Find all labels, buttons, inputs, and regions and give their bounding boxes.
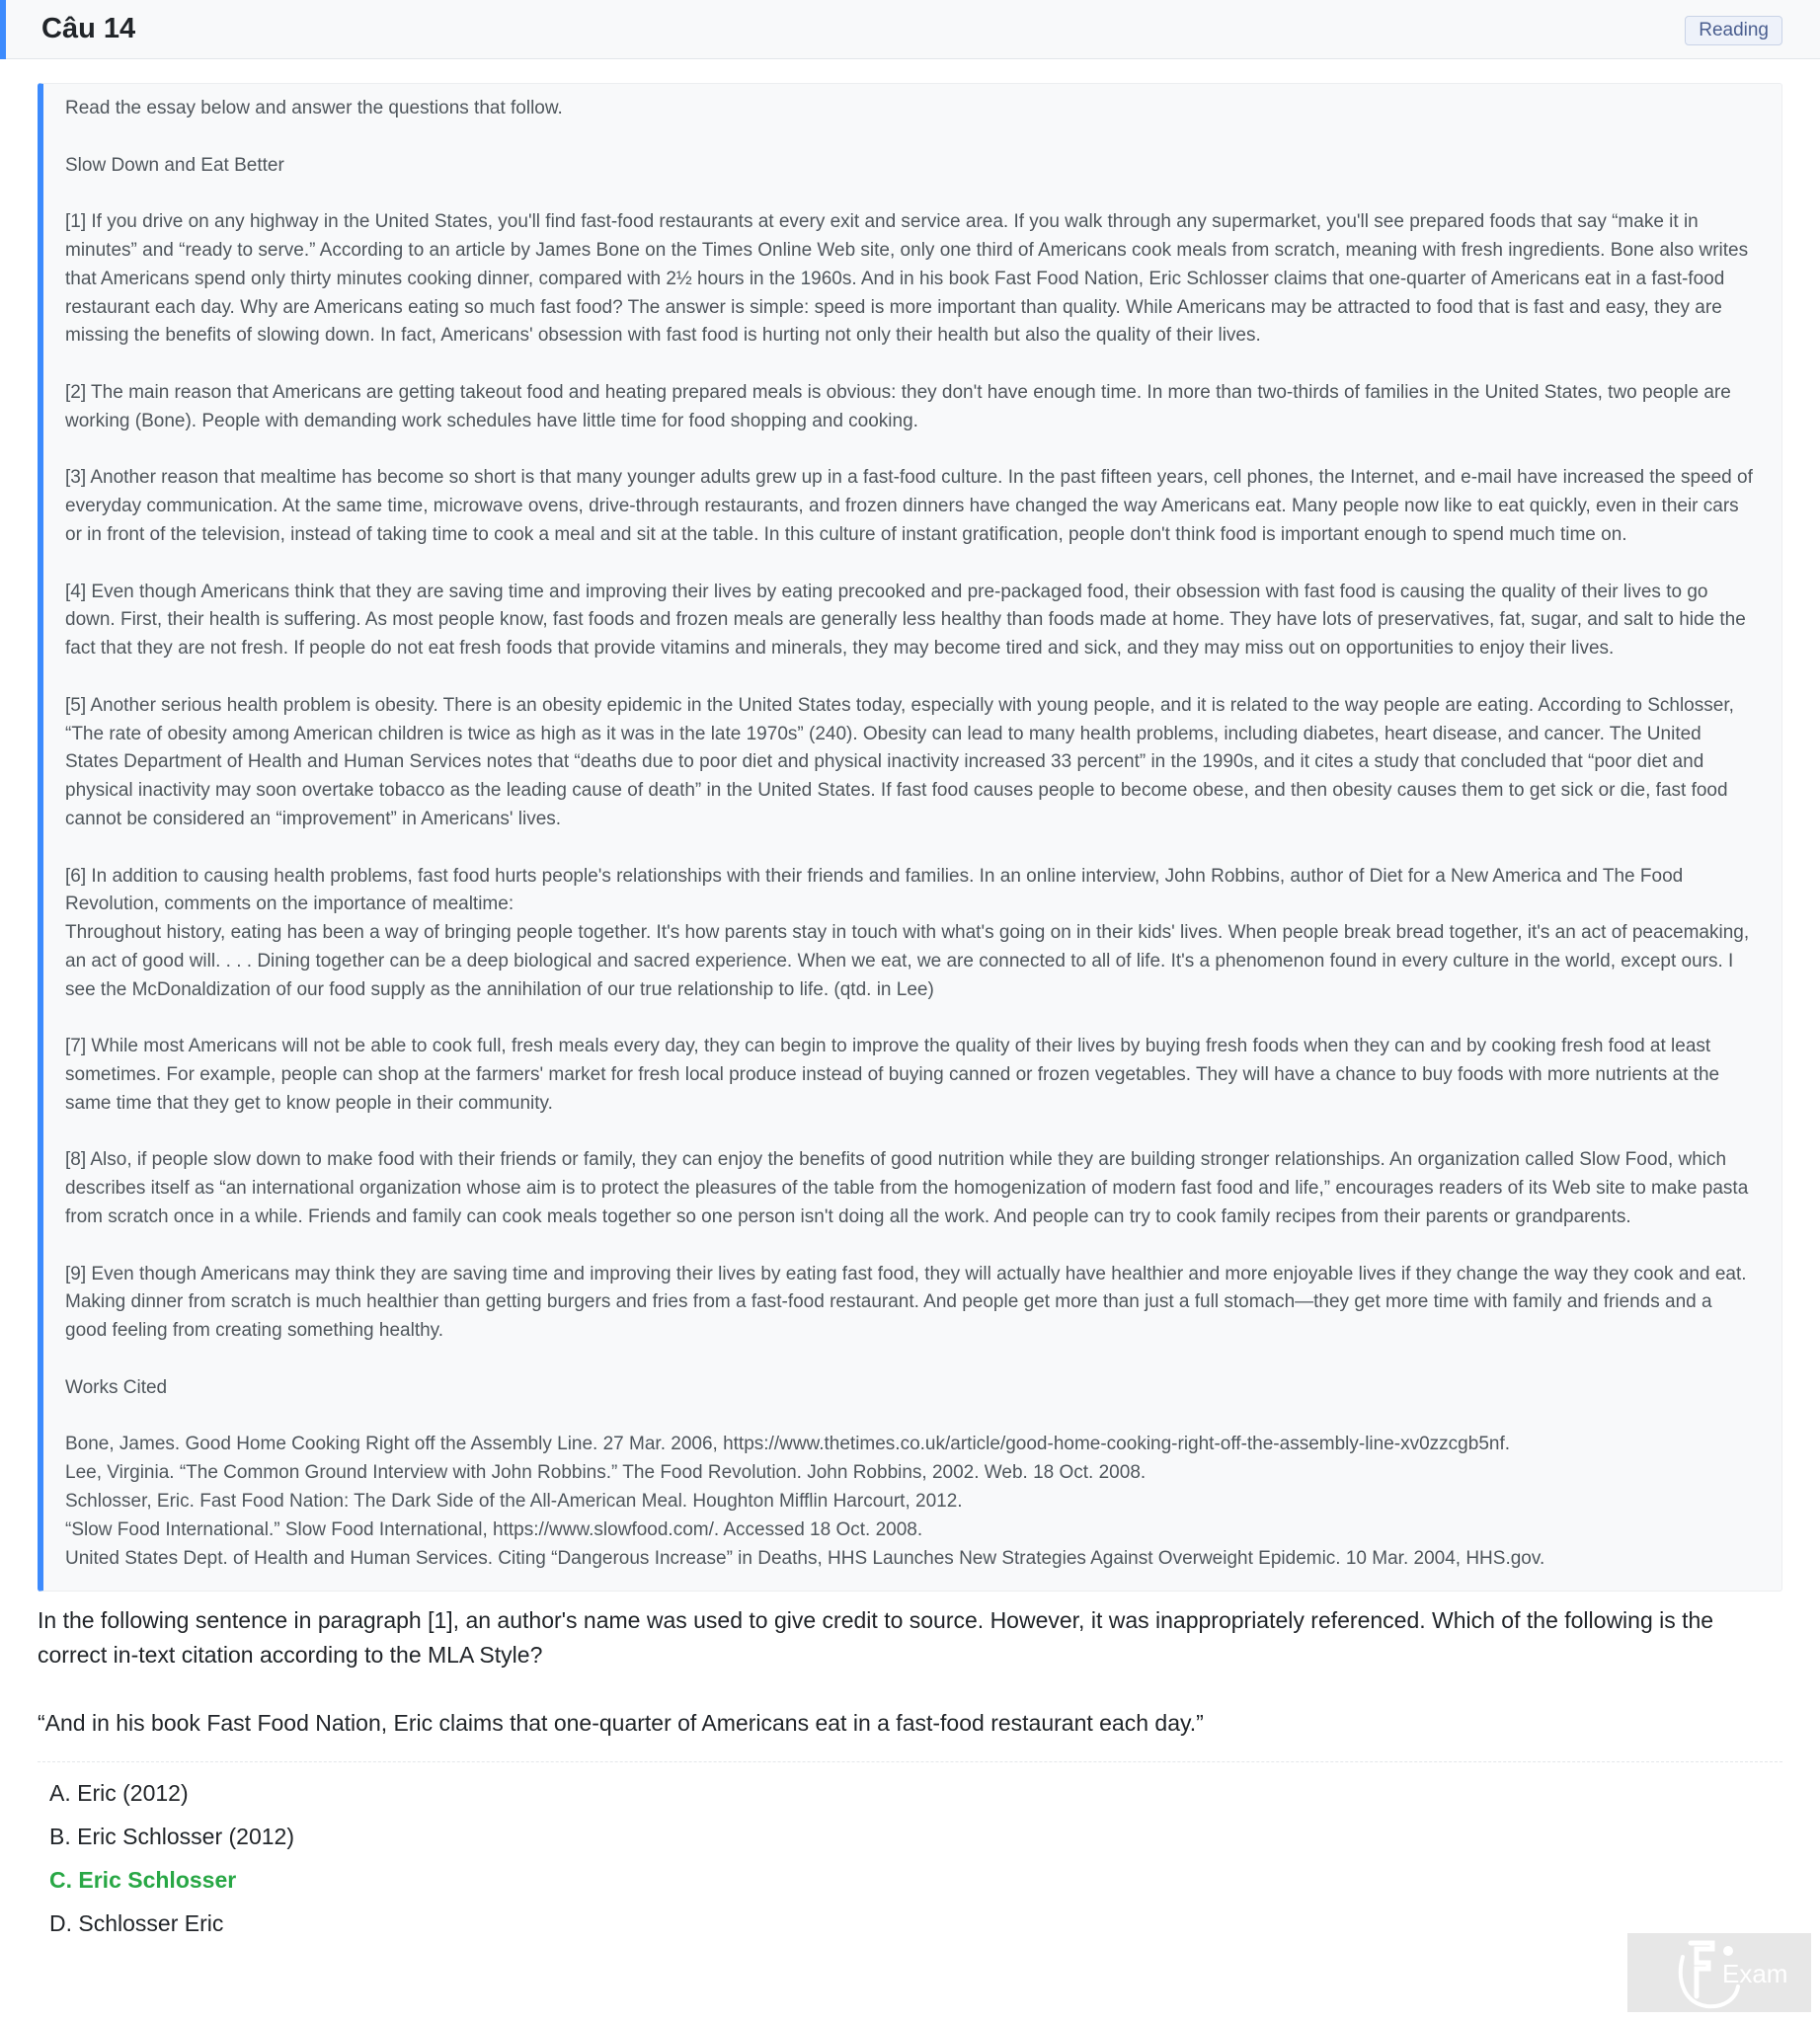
works-cited-entry: Schlosser, Eric. Fast Food Nation: The Dark Side of the All-American Meal. Houghton Mifflin Harcourt, 2012. <box>65 1491 963 1513</box>
paragraph-8: [8] Also, if people slow down to make food with their friends or family, they can enjoy the benefits of good nutrition while they are building stronger relationships. An organization called Slow Food, which describes itself as “an international organization whose aim is to protect the pleasures of the table from the homogenization of modern fast food and life,” encourages readers of its Web site to make pasta from scratch once in a while. Friends and family can cook meals together so one person isn't doing all the work. And people can try to cook family recipes from their parents or grandparents. <box>65 1149 1749 1228</box>
works-cited-entry: “Slow Food International.” Slow Food International, https://www.slowfood.com/. Accessed 18 Oct. 2008. <box>65 1518 923 1540</box>
paragraph-7: [7] While most Americans will not be able to cook full, fresh meals every day, they can begin to improve the quality of their lives by buying fresh foods when they can and by cooking fresh food at least sometimes. For example, people can shop at the farmers' market for fresh local produce instead of buying canned or frozen vegetables. They will have a chance to buy foods with more nutrients at the same time that they get to know people in their community. <box>65 1036 1720 1114</box>
option-d[interactable]: D. Schlosser Eric <box>49 1910 224 1936</box>
paragraph-1: [1] If you drive on any highway in the United States, you'll find fast-food restaurants at every exit and service area. If you walk through any supermarket, you'll see prepared foods that say “make it in minutes” and “ready to serve.” According to an article by James Bone on the Times Online Web site, only one third of Americans cook meals from scratch, meaning with fresh ingredients. Bone also writes that Americans spend only thirty minutes cooking dinner, compared with 2½ hours in the 1960s. And in his book Fast Food Nation, Eric Schlosser claims that one-quarter of Americans eat in a fast-food restaurant each day. Why are Americans eating so much fast food? The answer is simple: speed is more important than quality. While Americans may be attracted to food that is fast and easy, they are missing the benefits of slowing down. In fact, Americans' obsession with fast food is hurting not only their health but also the quality of their lives. <box>65 211 1749 347</box>
fexam-logo <box>1627 1933 1811 2012</box>
paragraph-5: [5] Another serious health problem is obesity. There is an obesity epidemic in the United States today, especially with young people, and it is related to the way people are eating. According to Schlosser, “The rate of obesity among American children is twice as high as it was in the late 1970s” (240). Obesity can lead to many health problems, including diabetes, heart disease, and cancer. The United States Department of Health and Human Services notes that “deaths due to poor diet and physical inactivity increased 33 percent” in the 1990s, and it cites a study that concluded that “poor diet and physical inactivity may soon overtake tobacco as the leading cause of death” in the United States. If fast food causes people to become obese, and then obesity causes them to get sick or die, fast food cannot be considered an “improvement” in Americans' lives. <box>65 694 1734 829</box>
works-cited-entry: Lee, Virginia. “The Common Ground Interview with John Robbins.” The Food Revolution. John Robbins, 2002. Web. 18 Oct. 2008. <box>65 1462 1147 1484</box>
passage-intro: Read the essay below and answer the questions that follow. <box>65 98 563 118</box>
question-header <box>0 0 1820 59</box>
option-a[interactable]: A. Eric (2012) <box>49 1780 189 1806</box>
category-badge: Reading <box>1685 16 1782 45</box>
fexam-logo-icon <box>1627 1933 1811 2012</box>
paragraph-4: [4] Even though Americans think that they are saving time and improving their lives by eating precooked and pre-packaged food, their obsession with fast food is causing the quality of their lives to go down. First, their health is suffering. As most people know, fast foods and frozen meals are generally less healthy than foods made at home. They have lots of preservatives, fat, sugar, and salt to hide the fact that they are not fresh. If people do not eat fresh foods that provide vitamins and minerals, they may become tired and sick, and they may miss out on opportunities to enjoy their lives. <box>65 581 1746 660</box>
paragraph-3: [3] Another reason that mealtime has become so short is that many younger adults grew up in a fast-food culture. In the past fifteen years, cell phones, the Internet, and e-mail have increased the speed of everyday communication. At the same time, microwave ovens, drive-through restaurants, and frozen dinners have changed the way Americans eat. Many people now like to eat quickly, even in their cars or in front of the television, instead of taking time to cook a meal and sit at the table. In this culture of instant gratification, people don't think food is important enough to spend much time on. <box>65 467 1753 545</box>
answer-options <box>49 1771 294 1945</box>
paragraph-2: [2] The main reason that Americans are getting takeout food and heating prepared meals is obvious: they don't have enough time. In more than two-thirds of families in the United States, two people are working (Bone). People with demanding work schedules have little time for food shopping and cooking. <box>65 381 1731 431</box>
option-b[interactable]: B. Eric Schlosser (2012) <box>49 1824 294 1849</box>
logo-text: Exam <box>1722 1959 1788 1988</box>
works-cited-entry: United States Dept. of Health and Human Services. Citing “Dangerous Increase” in Deaths, HHS Launches New Strategies Against Overweight Epidemic. 10 Mar. 2004, HHS.gov. <box>65 1547 1545 1569</box>
header-accent-bar <box>0 0 6 59</box>
question-quote: “And in his book Fast Food Nation, Eric claims that one-quarter of Americans eat in a fast-food restaurant each day.” <box>38 1709 1204 1736</box>
divider <box>38 1761 1782 1762</box>
question-block <box>38 1603 1782 1774</box>
question-number-title: Câu 14 <box>41 13 136 44</box>
reading-passage <box>38 83 1782 1592</box>
question-prompt: In the following sentence in paragraph [1], an author's name was used to give credit to source. However, it was inappropriately referenced. Which of the following is the correct in-text citation according to the MLA Style? <box>38 1607 1714 1668</box>
works-cited-entry: Bone, James. Good Home Cooking Right off the Assembly Line. 27 Mar. 2006, https://www.thetimes.co.uk/article/good-home-cooking-right-off-the-assembly-line-xv0zzcgb5nf. <box>65 1434 1511 1455</box>
works-cited-heading: Works Cited <box>65 1376 168 1398</box>
paragraph-6: [6] In addition to causing health problems, fast food hurts people's relationships with their friends and families. In an online interview, John Robbins, author of Diet for a New America and The Food Revolution, comments on the importance of mealtime: Throughout history, eating has been a way of bringing people together. It's how parents stay in touch with what's going on in their kids' lives. When people break bread together, it's an act of peacemaking, an act of good will. . . . Dining together can be a deep biological and sacred experience. When we eat, we are connected to all of life. It's a phenomenon found in every culture in the world, except ours. I see the McDonaldization of our food supply as the annihilation of our true relationship to life. (qtd. in Lee) <box>65 865 1750 1000</box>
paragraph-9: [9] Even though Americans may think they are saving time and improving their lives by eating fast food, they will actually have healthier and more enjoyable lives if they change the way they cook and eat. Making dinner from scratch is much healthier than getting burgers and fries from a fast-food restaurant. And people get more than just a full stomach—they get more time with family and friends and a good feeling from creating something healthy. <box>65 1263 1747 1342</box>
essay-title: Slow Down and Eat Better <box>65 154 284 176</box>
option-c-correct[interactable]: C. Eric Schlosser <box>49 1867 237 1893</box>
